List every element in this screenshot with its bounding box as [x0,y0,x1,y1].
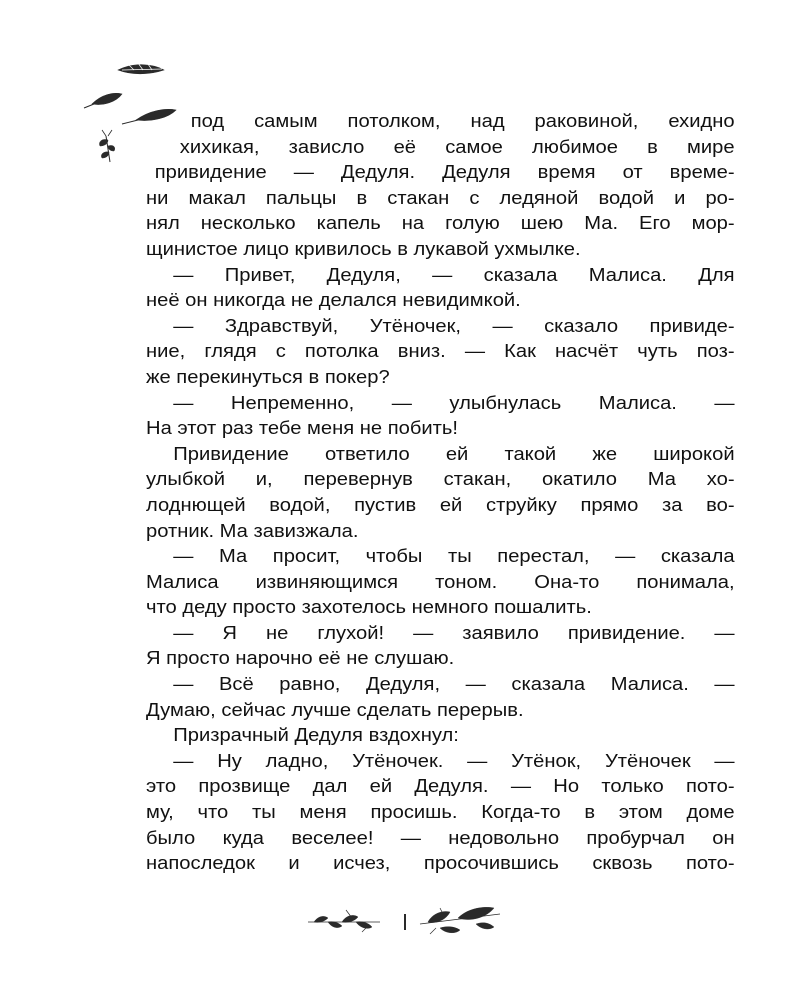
text-line: — Здравствуй, Утёночек, — сказало привиде- [173,314,735,336]
text-line: Привидение ответило ей такой же широкой [173,442,735,464]
text-line: ни макал пальцы в стакан с ледяной водой и ро- [146,186,735,208]
text-line: щинистое лицо кривилось в лукавой ухмылке. [146,237,581,259]
text-line: ротник. Ма завизжала. [146,519,359,541]
text-line: Думаю, сейчас лучше сделать перерыв. [146,698,524,720]
leaf-branch-ornament-icon [300,900,510,945]
text-line: — Ма просит, чтобы ты перестал, — сказала [173,545,735,567]
text-line: — Ну ладно, Утёночек. — Утёнок, Утёночек — [173,749,735,771]
text-line: хихикая, зависло её самое любимое в мире [179,135,735,157]
text-line: лоднющей водой, пустив ей струйку прямо за во- [146,493,735,515]
text-line: — Непременно, — улыбнулась Малиса. — [173,391,735,413]
text-line: что деду просто захотелось немного пошалить. [146,596,592,618]
text-line: под самым потолком, над раковиной, ехидно [190,110,735,131]
text-line: Я просто нарочно её не слушаю. [146,647,455,669]
text-line: нял несколько капель на голую шею Ма. Его мор- [146,212,735,234]
text-line: это прозвище дал ей Дедуля. — Но только пото- [146,775,735,797]
text-line: му, что ты меня просишь. Когда-то в этом доме [146,801,735,823]
text-line: напоследок и исчез, просочившись сквозь пото- [146,852,735,874]
text-line: же перекинуться в покер? [146,365,390,387]
text-line: Призрачный Дедуля вздохнул: [173,724,459,746]
body-text [146,108,735,876]
text-line: было куда веселее! — недовольно пробурчал он [146,826,735,848]
text-line: — Привет, Дедуля, — сказала Малиса. Для [173,263,735,285]
text-line: Малиса извиняющимся тоном. Она-то понимала, [146,570,735,592]
text-line: привидение — Дедуля. Дедуля время от време- [154,161,735,183]
text-line: ние, глядя с потолка вниз. — Как насчёт чуть поз- [146,340,735,362]
text-line: — Всё равно, Дедуля, — сказала Малиса. — [173,673,735,695]
text-line: На этот раз тебе меня не побить! [146,417,459,439]
text-line: неё он никогда не делался невидимкой. [146,289,521,311]
text-line: улыбкой и, перевернув стакан, окатило Ма хо- [146,468,735,490]
text-line: — Я не глухой! — заявило привидение. — [173,621,735,643]
